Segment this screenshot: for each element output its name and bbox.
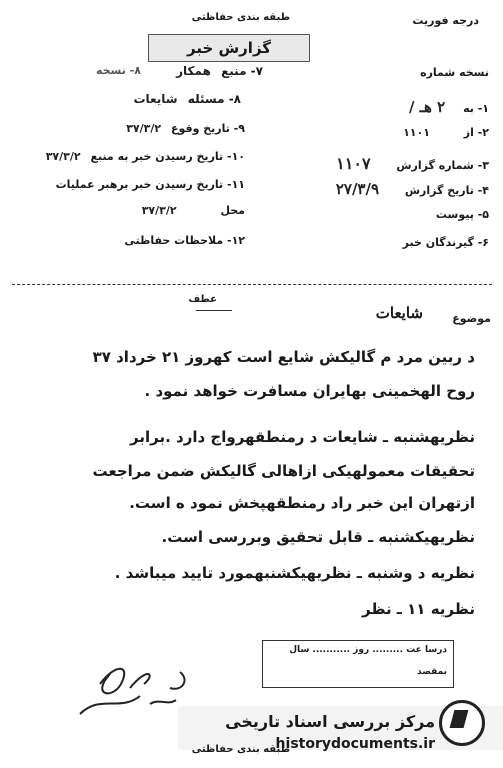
field-security-notes <box>124 234 245 247</box>
section-divider <box>12 284 492 285</box>
field-source <box>176 64 263 78</box>
field-copy <box>96 64 141 77</box>
stamp-line: بمقصد <box>417 667 447 677</box>
field-attachment <box>436 208 489 221</box>
stamp-line: درسا عت ......... روز ........... سال <box>289 645 447 655</box>
body-line: روح الهخمینی بهایران مسافرت خواهد نمود . <box>144 382 475 400</box>
field-label: نسخه شماره <box>420 66 489 79</box>
field-label: ۹- تاریخ وقوع <box>170 122 245 135</box>
field-value: ۱۱۰۱ <box>403 126 430 139</box>
field-label: ۱۰- تاریخ رسیدن خبر به منبع <box>90 150 245 163</box>
priority-label: درجه فوریت <box>412 14 479 27</box>
field-occurrence-date <box>126 122 245 135</box>
body-line: نظریهشنبه ـ شایعات د رمنطقهرواج دارد .برابر <box>130 428 475 446</box>
classification-footer: طبقه بندی حفاظتی <box>191 744 290 755</box>
subject-annotation: عطف <box>188 294 217 305</box>
receipt-stamp <box>262 640 454 688</box>
field-value: ۳۷/۳/۲ <box>45 150 81 163</box>
field-news-to-operator-date <box>56 178 245 191</box>
body-line: نظریه ۱۱ ـ نظر <box>362 600 475 618</box>
field-label: ۴- تاریخ گزارش <box>404 184 489 197</box>
field-value: شایعات <box>133 92 178 106</box>
field-recipients <box>403 236 489 249</box>
archive-logo-icon <box>439 700 485 746</box>
field-label: ۱۲- ملاحظات حفاظتی <box>124 234 245 247</box>
field-value: ۲ هـ / <box>408 98 446 116</box>
field-label: ۸- مسئله <box>187 92 241 106</box>
body-line: ازتهران این خبر راد رمنطقهپخش نمود ه است. <box>129 494 475 512</box>
field-label: ۷- منبع <box>221 64 263 78</box>
classification-header: طبقه بندی حفاظتی <box>191 12 290 23</box>
field-value: ۱۱۰۷ <box>336 154 371 173</box>
body-line: تحقیقات معمولهیکی ازاهالی گالیکش ضمن مراجعت <box>92 462 475 480</box>
field-to <box>409 98 489 116</box>
field-subject-issue <box>133 92 241 106</box>
field-label: ۸- نسخه <box>95 64 141 77</box>
field-label: ۱- به <box>463 102 489 115</box>
field-label: محل <box>220 204 245 217</box>
body-line: نظریهیکشنبه ـ قابل تحقیق وبررسی است. <box>161 528 475 546</box>
annotation-underline <box>196 310 232 311</box>
field-label: ۲- از <box>463 126 489 139</box>
field-from <box>403 126 489 139</box>
field-value: ۳۷/۳/۲ <box>126 122 162 135</box>
body-line: نظریه د وشنبه ـ نظریهیکشنبهمورد تایید میباشد . <box>114 564 475 582</box>
subject-value: شایعات <box>375 304 423 322</box>
field-label: ۳- شماره گزارش <box>396 159 489 172</box>
watermark-url: historydocuments.ir <box>275 736 435 752</box>
field-report-date <box>336 180 489 198</box>
field-value: ۲۷/۳/۹ <box>335 180 380 198</box>
field-location <box>142 204 245 217</box>
field-label: ۶- گیرندگان خبر <box>402 236 489 249</box>
body-line: د ربین مرد م گالیکش شایع است کهروز ۲۱ خرداد ۳۷ <box>92 348 475 366</box>
field-report-number <box>336 154 489 173</box>
report-title: گزارش خبر <box>148 34 310 62</box>
field-news-to-source-date <box>46 150 245 163</box>
subject-label: موضوع <box>452 312 491 325</box>
field-value: ۳۷/۳/۲ <box>141 204 177 217</box>
field-copy-number <box>420 66 489 79</box>
field-label: ۱۱- تاریخ رسیدن خبر برهبر عملیات <box>55 178 245 191</box>
field-value: همکار <box>176 64 211 78</box>
field-label: ۵- پیوست <box>435 208 489 221</box>
watermark-name: مرکز بررسی اسناد تاریخی <box>225 712 435 731</box>
